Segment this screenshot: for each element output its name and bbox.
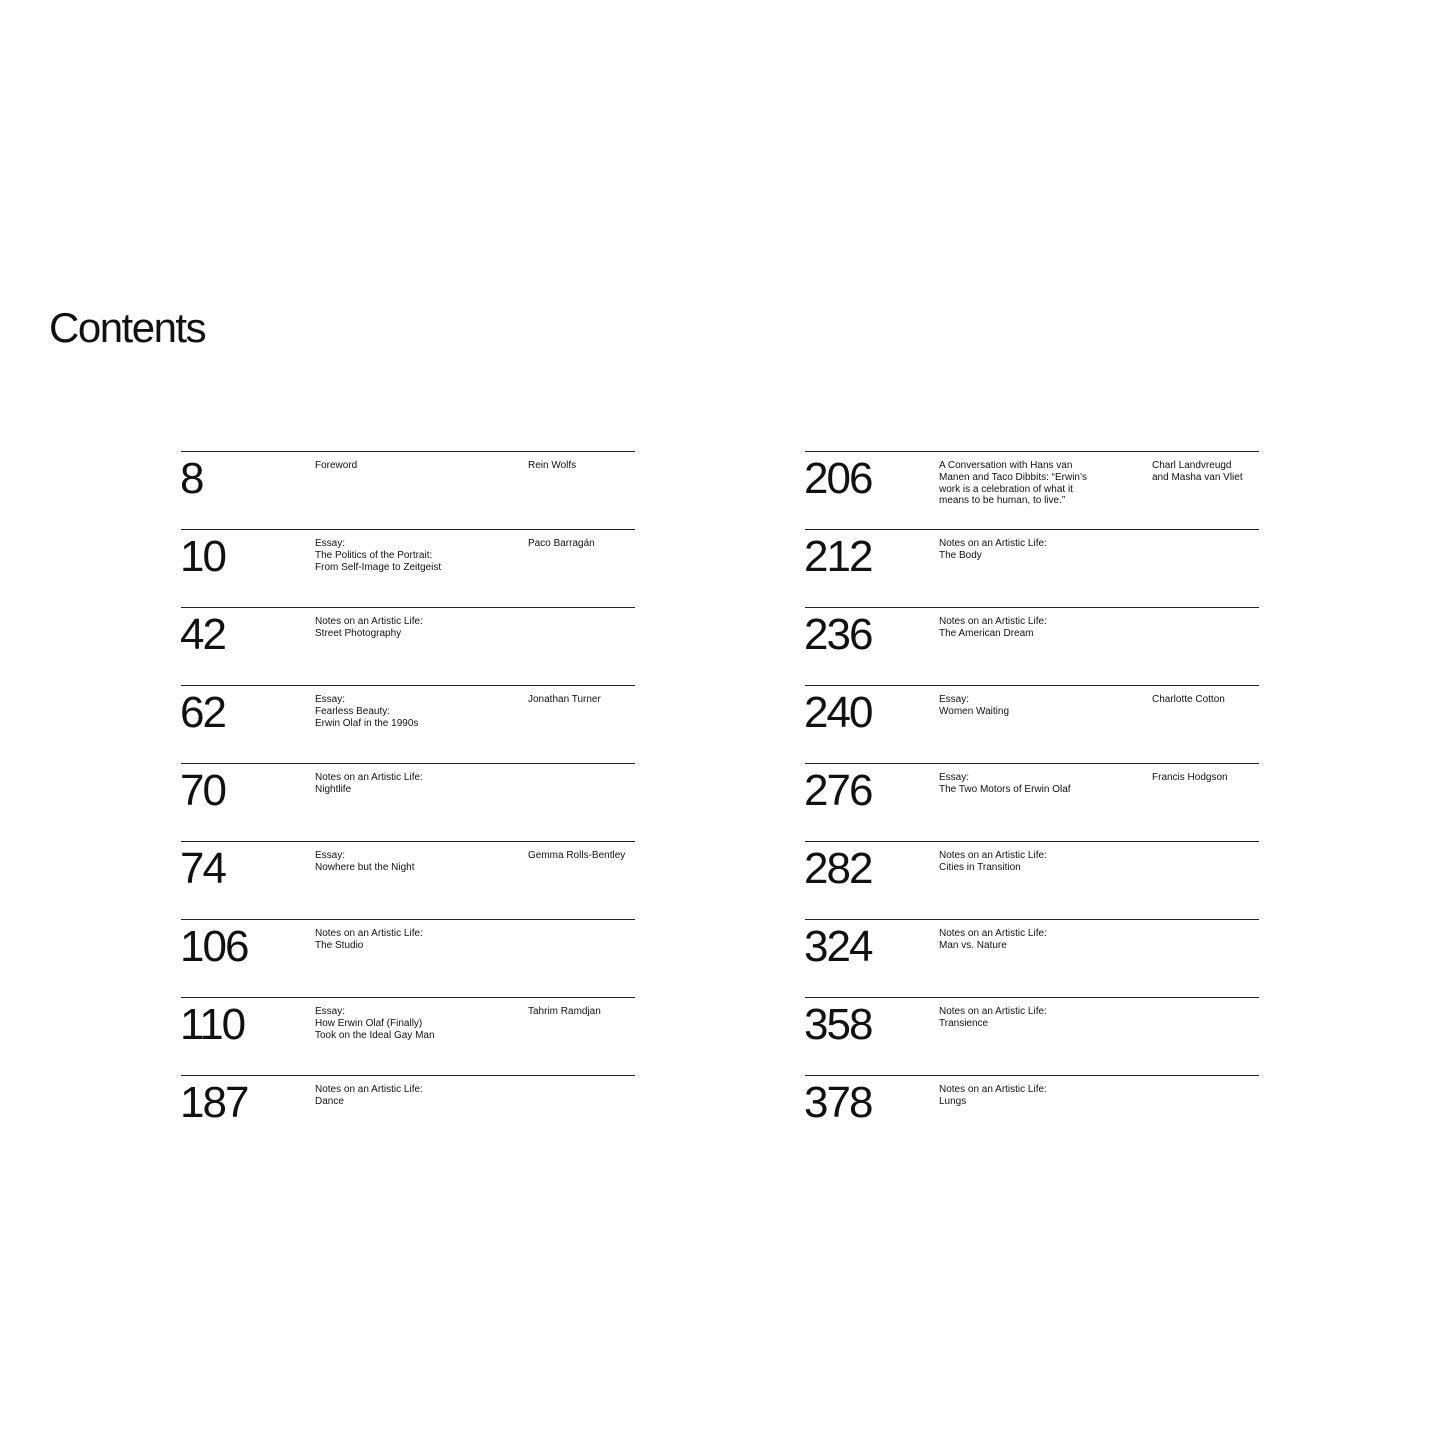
toc-author-line: and Masha van Vliet	[1152, 471, 1243, 483]
toc-entry	[805, 529, 1259, 607]
toc-entry-title	[315, 538, 515, 573]
toc-title-line: Essay:	[315, 850, 346, 861]
toc-author-line: Charlotte Cotton	[1152, 694, 1225, 705]
toc-column-right	[805, 451, 1259, 1153]
toc-entry	[181, 763, 635, 841]
toc-entry-author	[528, 538, 635, 550]
toc-entry	[805, 1075, 1259, 1153]
toc-author-line: Tahrim Ramdjan	[528, 1006, 601, 1017]
toc-entry-title	[939, 850, 1139, 874]
toc-page-number: 187	[180, 1078, 248, 1127]
toc-title-line: Essay:	[939, 772, 970, 783]
toc-entry-title	[939, 538, 1139, 562]
toc-title-line: Cities in Transition	[939, 861, 1021, 873]
toc-title-line: Notes on an Artistic Life:	[939, 1006, 1047, 1017]
toc-page-number: 358	[804, 1000, 872, 1049]
toc-title-line: Fearless Beauty:	[315, 705, 391, 717]
toc-author-line: Paco Barragán	[528, 538, 595, 549]
toc-author-line: Gemma Rolls-Bentley	[528, 850, 626, 861]
toc-page-number: 8	[180, 454, 203, 503]
toc-title-line: The Politics of the Portrait:	[315, 549, 433, 561]
toc-entry-author	[1152, 772, 1259, 784]
toc-entry-title	[315, 616, 515, 640]
toc-entry	[805, 763, 1259, 841]
toc-entry-title	[315, 1006, 515, 1041]
toc-entry	[805, 997, 1259, 1075]
toc-page-number: 240	[804, 688, 872, 737]
toc-page-number: 282	[804, 844, 872, 893]
toc-entry	[805, 451, 1259, 529]
toc-title-line: Took on the Ideal Gay Man	[315, 1029, 435, 1041]
toc-entry-title	[315, 928, 515, 952]
toc-page-number: 74	[180, 844, 225, 893]
toc-author-line: Charl Landvreugd	[1152, 460, 1232, 471]
toc-entry-title	[939, 1084, 1139, 1108]
toc-column-left	[181, 451, 635, 1153]
toc-title-line: Notes on an Artistic Life:	[939, 850, 1047, 861]
toc-entry-title	[939, 616, 1139, 640]
toc-title-line: Notes on an Artistic Life:	[939, 928, 1047, 939]
toc-entry-title	[315, 460, 515, 472]
toc-title-line: Notes on an Artistic Life:	[939, 616, 1047, 627]
toc-title-line: The Studio	[315, 939, 364, 951]
toc-title-line: How Erwin Olaf (Finally)	[315, 1017, 423, 1029]
toc-page-number: 276	[804, 766, 872, 815]
toc-page-number: 236	[804, 610, 872, 659]
toc-entry	[805, 607, 1259, 685]
toc-entry	[181, 451, 635, 529]
toc-title-line: Notes on an Artistic Life:	[939, 1084, 1047, 1095]
toc-entry-author	[528, 1006, 635, 1018]
toc-title-line: From Self-Image to Zeitgeist	[315, 561, 442, 573]
toc-entry-author	[528, 460, 635, 472]
toc-page-number: 62	[180, 688, 225, 737]
toc-title-line: Nowhere but the Night	[315, 861, 415, 873]
toc-entry-title	[939, 928, 1139, 952]
toc-entry-author	[1152, 694, 1259, 706]
toc-title-line: Essay:	[315, 694, 346, 705]
toc-title-line: The Body	[939, 549, 982, 561]
toc-title-line: Dance	[315, 1095, 344, 1107]
toc-author-line: Rein Wolfs	[528, 460, 577, 471]
toc-title-line: Notes on an Artistic Life:	[315, 1084, 423, 1095]
toc-entry	[181, 841, 635, 919]
toc-title-line: Notes on an Artistic Life:	[315, 616, 423, 627]
toc-title-line: Lungs	[939, 1095, 967, 1107]
toc-entry	[181, 919, 635, 997]
toc-title-line: Notes on an Artistic Life:	[315, 928, 423, 939]
toc-author-line: Jonathan Turner	[528, 694, 601, 705]
toc-title-line: A Conversation with Hans van	[939, 460, 1073, 471]
toc-title-line: The Two Motors of Erwin Olaf	[939, 783, 1071, 795]
toc-title-line: Foreword	[315, 460, 358, 471]
toc-title-line: Notes on an Artistic Life:	[315, 772, 423, 783]
toc-title-line: Nightlife	[315, 783, 352, 795]
toc-title-line: Street Photography	[315, 627, 402, 639]
toc-page-number: 106	[180, 922, 248, 971]
toc-page-number: 212	[804, 532, 872, 581]
toc-title-line: Notes on an Artistic Life:	[939, 538, 1047, 549]
toc-entry-title	[939, 1006, 1139, 1030]
toc-title-line: Transience	[939, 1017, 989, 1029]
toc-entry-title	[315, 772, 515, 796]
toc-title-line: Essay:	[315, 1006, 346, 1017]
toc-title-line: Erwin Olaf in the 1990s	[315, 717, 419, 729]
toc-title-line: Manen and Taco Dibbits: “Erwin’s	[939, 471, 1088, 483]
toc-title-line: Women Waiting	[939, 705, 1010, 717]
toc-entry	[181, 685, 635, 763]
toc-title-line: means to be human, to live.”	[939, 495, 1066, 507]
toc-title-line: The American Dream	[939, 627, 1034, 639]
toc-entry-title	[939, 460, 1139, 507]
toc-entry	[181, 529, 635, 607]
toc-page-number: 110	[180, 1000, 245, 1049]
toc-page-number: 324	[804, 922, 872, 971]
toc-entry-author	[1152, 460, 1259, 484]
toc-entry	[805, 919, 1259, 997]
toc-entry	[181, 607, 635, 685]
toc-page-number: 42	[180, 610, 225, 659]
toc-title-line: Essay:	[315, 538, 346, 549]
toc-title-line: Essay:	[939, 694, 970, 705]
toc-page-number: 10	[180, 532, 225, 581]
toc-page-number: 378	[804, 1078, 872, 1127]
toc-entry	[181, 1075, 635, 1153]
toc-entry-title	[315, 850, 515, 874]
toc-entry-title	[939, 772, 1139, 796]
toc-entry-author	[528, 850, 635, 862]
toc-page-number: 206	[804, 454, 872, 503]
toc-entry	[805, 685, 1259, 763]
toc-entry-author	[528, 694, 635, 706]
toc-entry-title	[315, 694, 515, 729]
toc-page-number: 70	[180, 766, 225, 815]
toc-entry-title	[315, 1084, 515, 1108]
toc-entry-title	[939, 694, 1139, 718]
page-title: Contents	[49, 304, 206, 351]
toc-title-line: work is a celebration of what it	[939, 483, 1073, 495]
toc-title-line: Man vs. Nature	[939, 939, 1007, 951]
toc-entry	[805, 841, 1259, 919]
toc-entry	[181, 997, 635, 1075]
toc-author-line: Francis Hodgson	[1152, 772, 1228, 783]
